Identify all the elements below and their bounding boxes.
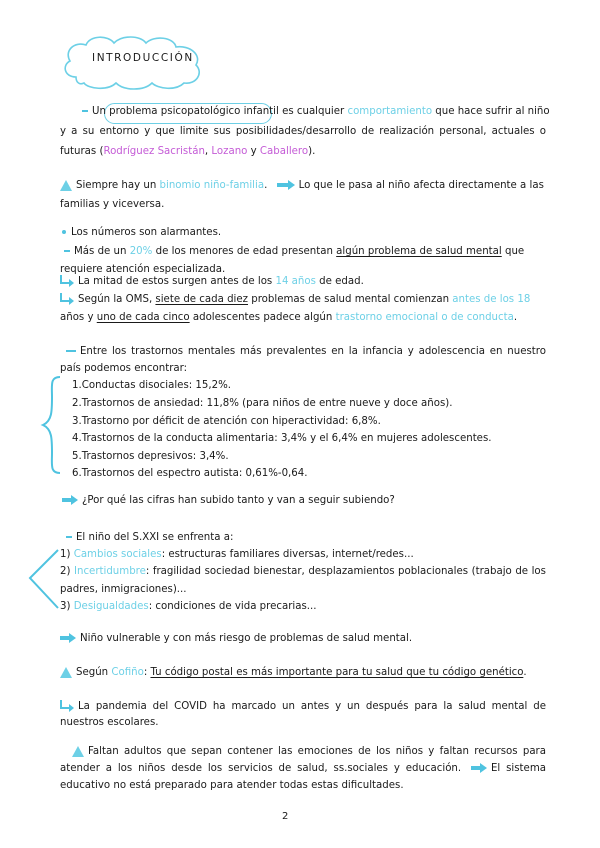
siglo-line-4: 3) Desigualdades: condiciones de vida precarias... bbox=[60, 601, 317, 612]
warning-triangle-icon bbox=[60, 667, 72, 678]
adultos-line-3: educativo no está preparado para atender todas estas dificultades. bbox=[60, 780, 404, 791]
arrow-right-icon bbox=[277, 180, 295, 190]
warning-triangle-icon bbox=[60, 180, 72, 191]
dash-bullet-icon bbox=[82, 110, 88, 112]
numeros-line-3: requiere atención especializada. bbox=[60, 264, 226, 275]
list-item: 5.Trastornos depresivos: 3,4%. bbox=[72, 451, 229, 462]
siglo-line-2: 2) Incertidumbre: fragilidad sociedad bienestar, desplazamientos poblacionales (trabajo de los bbox=[60, 566, 546, 577]
numeros-line-2: Más de un 20% de los menores de edad presentan algún problema de salud mental que bbox=[64, 245, 524, 259]
page-title: INTRODUCCIÓN bbox=[92, 52, 194, 64]
binomio-line-2: familias y viceversa. bbox=[60, 199, 165, 210]
siglo-line-3: padres, inmigraciones)... bbox=[60, 584, 187, 595]
page-number: 2 bbox=[282, 811, 289, 822]
adultos-line-1: Faltan adultos que sepan contener las emociones de los niños y faltan recursos para bbox=[72, 745, 546, 759]
list-item: 1.Conductas disociales: 15,2%. bbox=[72, 380, 232, 391]
curly-brace-icon bbox=[40, 375, 64, 475]
list-item: 3.Trastorno por déficit de atención con hiperactividad: 6,8%. bbox=[72, 416, 381, 427]
numeros-line-1: Los números son alarmantes. bbox=[62, 226, 221, 240]
turn-arrow-icon bbox=[60, 700, 74, 712]
question-line: ¿Por qué las cifras han subido tanto y van a seguir subiendo? bbox=[62, 494, 395, 508]
trastornos-line-2: país podemos encontrar: bbox=[60, 363, 188, 374]
covid-line-1: La pandemia del COVID ha marcado un antes y un después para la salud mental de bbox=[60, 700, 546, 714]
turn-arrow-icon bbox=[60, 293, 74, 305]
dot-bullet-icon bbox=[62, 230, 66, 234]
arrow-right-icon bbox=[471, 763, 487, 773]
dash-bullet-icon bbox=[66, 536, 72, 538]
warning-triangle-icon bbox=[72, 746, 84, 757]
list-item: 6.Trastornos del espectro autista: 0,61%-0,64. bbox=[72, 468, 308, 479]
vulnerable-line: Niño vulnerable y con más riesgo de problemas de salud mental. bbox=[60, 632, 412, 646]
covid-line-2: nuestros escolares. bbox=[60, 717, 159, 728]
dash-bullet-icon bbox=[66, 350, 76, 352]
list-item: 2.Trastornos de ansiedad: 11,8% (para niños de entre nueve y doce años). bbox=[72, 398, 453, 409]
arrow-right-icon bbox=[60, 633, 76, 643]
binomio-line-1: Siempre hay un binomio niño-familia. Lo que le pasa al niño afecta directamente a las bbox=[60, 179, 544, 193]
trastornos-line-1: Entre los trastornos mentales más prevalentes en la infancia y adolescencia en nuestro bbox=[66, 345, 546, 359]
numeros-line-5: Según la OMS, siete de cada diez problemas de salud mental comienzan antes de los 18 bbox=[60, 293, 530, 307]
siglo-line-1: 1) Cambios sociales: estructuras familiares diversas, internet/redes... bbox=[60, 549, 414, 560]
turn-arrow-icon bbox=[60, 275, 74, 287]
list-item: 4.Trastornos de la conducta alimentaria: 3,4% y el 6,4% en mujeres adolescentes. bbox=[72, 433, 492, 444]
chevron-left-icon bbox=[26, 548, 60, 610]
intro-line-3: futuras (Rodríguez Sacristán, Lozano y Caballero). bbox=[60, 146, 316, 157]
numeros-line-6: años y uno de cada cinco adolescentes padece algún trastorno emocional o de conducta. bbox=[60, 312, 518, 323]
intro-line-1: Un problema psicopatológico infantil es cualquier comportamiento que hace sufrir al niño bbox=[82, 105, 550, 119]
arrow-right-icon bbox=[62, 495, 78, 505]
siglo-line-0: El niño del S.XXI se enfrenta a: bbox=[66, 531, 233, 545]
intro-line-2: y a su entorno y que limite sus posibilidades/desarrollo de realización personal, actuales o bbox=[60, 126, 546, 137]
numeros-line-4: La mitad de estos surgen antes de los 14 años de edad. bbox=[60, 275, 364, 289]
dash-bullet-icon bbox=[64, 250, 70, 252]
cofino-line: Según Cofiño: Tu código postal es más importante para tu salud que tu código genético. bbox=[60, 666, 527, 680]
adultos-line-2: atender a los niños desde los servicios de salud, ss.sociales y educación. El sistema bbox=[60, 763, 546, 774]
